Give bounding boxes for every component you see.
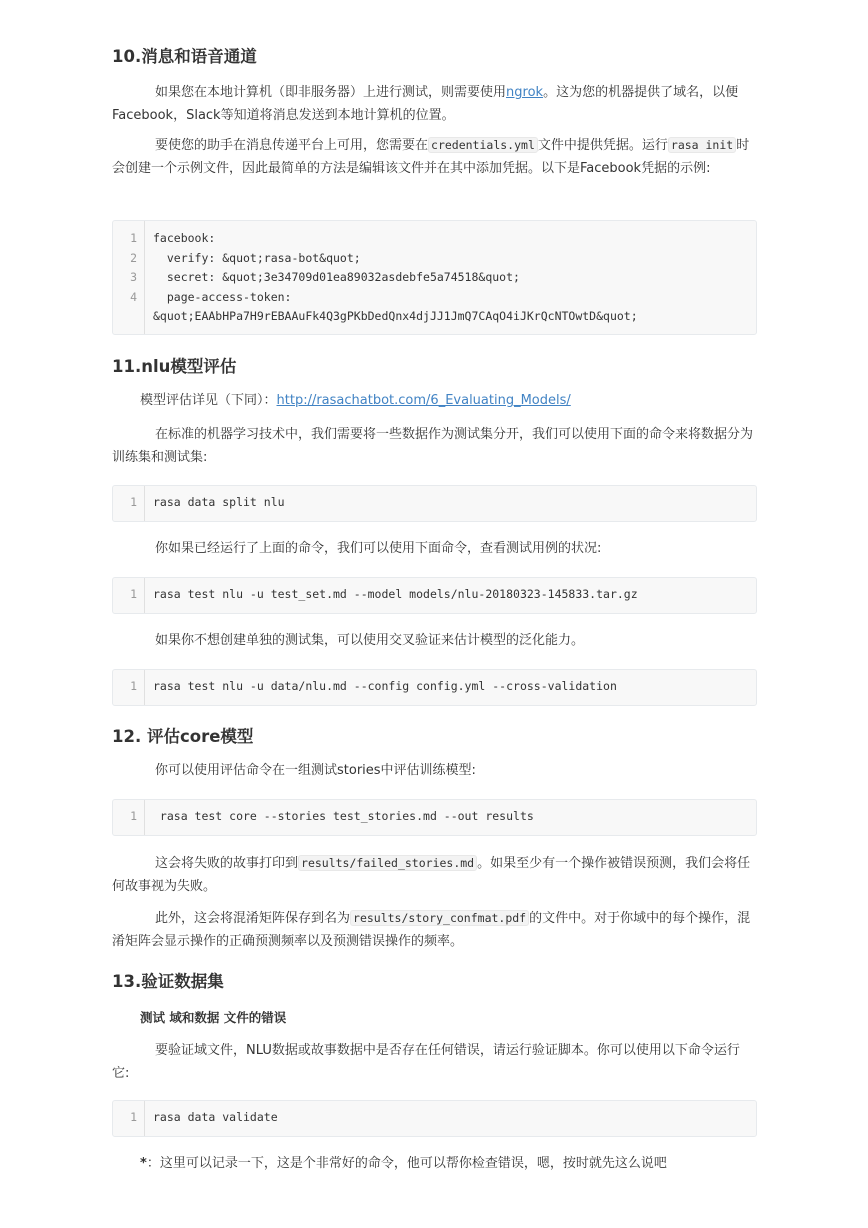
code-text: rasa test nlu -u data/nlu.md --config config.yml --cross-validation	[153, 679, 617, 693]
line-number: 1	[130, 495, 137, 509]
section-10-heading: 10.消息和语音通道	[112, 47, 257, 66]
line-number: 1	[130, 231, 137, 245]
text-span: 这会将失败的故事打印到	[155, 856, 299, 871]
inline-code-rasa-init: rasa init	[668, 137, 736, 153]
section-11-paragraph-4: 如果你不想创建单独的测试集，可以使用交叉验证来估计模型的泛化能力。	[155, 633, 585, 648]
section-11-paragraph-3: 你如果已经运行了上面的命令，我们可以使用下面命令，查看测试用例的状况:	[155, 541, 602, 556]
code-block-facebook-credentials	[112, 220, 757, 335]
text-span: 此外，这会将混淆矩阵保存到名为	[155, 911, 351, 926]
code-line	[113, 493, 756, 513]
line-number: 1	[130, 587, 137, 601]
code-text: secret: &quot;3e34709d01ea89032asdebfe5a74518&quot;	[153, 270, 520, 284]
code-line	[113, 807, 756, 827]
code-text: rasa test core --stories test_stories.md --out results	[153, 809, 534, 823]
code-text: page-access-token:	[153, 289, 292, 304]
inline-code-credentials: credentials.yml	[428, 137, 538, 153]
code-text: rasa data validate	[153, 1110, 278, 1124]
code-block-validate	[112, 1100, 757, 1137]
text-span: 。如果至少有一个操作被错误预测，我们会将任何故事视为失败。	[112, 856, 751, 894]
code-text: verify: &quot;rasa-bot&quot;	[153, 250, 361, 265]
section-13-subheading: 测试 域和数据 文件的错误	[140, 1010, 287, 1025]
code-block-split-nlu	[112, 485, 757, 522]
code-text: rasa test nlu -u test_set.md --model models/nlu-20180323-145833.tar.gz	[153, 587, 638, 601]
code-line	[113, 268, 756, 288]
code-line	[113, 1108, 756, 1128]
text-span: 如果您在本地计算机（即非服务器）上进行测试，则需要使用	[155, 85, 507, 100]
code-line	[113, 677, 756, 697]
code-block-test-nlu	[112, 577, 757, 614]
section-11-heading: 11.nlu模型评估	[112, 357, 237, 376]
line-number: 3	[130, 270, 137, 284]
section-12-heading: 12. 评估core模型	[112, 727, 254, 746]
evaluating-models-link[interactable]: http://rasachatbot.com/6_Evaluating_Models/	[276, 393, 571, 408]
code-line	[113, 288, 756, 308]
code-line	[113, 249, 756, 269]
section-10-paragraph-2	[112, 134, 757, 180]
code-line	[113, 229, 756, 249]
code-line	[113, 585, 756, 605]
section-13-heading: 13.验证数据集	[112, 972, 224, 991]
note-text: ：这里可以记录一下，这是个非常好的命令，他可以帮你检查错误，嗯，按时就先这么说吧	[146, 1156, 667, 1171]
line-number: 1	[130, 679, 137, 693]
text-span: 模型评估详见（下同）：	[140, 393, 277, 408]
section-12-paragraph-1: 你可以使用评估命令在一组测试stories中评估训练模型:	[155, 763, 476, 778]
inline-code-failed-stories: results/failed_stories.md	[298, 855, 477, 871]
section-13-paragraph-1: 要验证域文件，NLU数据或故事数据中是否存在任何错误，请运行验证脚本。你可以使用以下命令运行它:	[112, 1043, 740, 1081]
code-block-test-core	[112, 799, 757, 836]
code-text: facebook:	[153, 231, 216, 245]
line-number: 1	[130, 1110, 137, 1124]
text-span: 的文件中。对于你域中的每个操作，混淆矩阵会显示操作的正确预测频率以及预测错误操作的频率。	[112, 911, 751, 949]
section-12-paragraph-2	[112, 852, 757, 898]
code-block-cross-validation	[112, 669, 757, 706]
code-text: &quot;EAAbHPa7H9rEBAAuFk4Q3gPKbDedQnx4djJJ1JmQ7CAqO4iJKrQcNTOwtD&quot;	[153, 309, 638, 323]
text-span: 。这为您的机器提供了域名，以便Facebook，Slack等知道将消息发送到本地计算机的位置。	[112, 85, 739, 123]
inline-code-story-confmat: results/story_confmat.pdf	[350, 910, 529, 926]
line-number: 4	[130, 289, 137, 304]
note-star: *	[140, 1156, 147, 1171]
section-10-paragraph-1	[112, 81, 757, 127]
ngrok-link[interactable]: ngrok	[506, 85, 544, 100]
line-number: 1	[130, 809, 137, 823]
text-span: 要使您的助手在消息传递平台上可用，您需要在	[155, 138, 429, 153]
text-span: 文件中提供凭据。运行	[537, 138, 668, 153]
line-number: 2	[130, 250, 137, 265]
text-span: 时会创建一个示例文件，因此最简单的方法是编辑该文件并在其中添加凭据。以下是Facebook凭据的示例:	[112, 138, 750, 176]
section-11-paragraph-2: 在标准的机器学习技术中，我们需要将一些数据作为测试集分开，我们可以使用下面的命令来将数据分为训练集和测试集:	[112, 427, 754, 465]
code-line	[113, 307, 756, 327]
section-12-paragraph-3	[112, 907, 757, 953]
code-text: rasa data split nlu	[153, 495, 285, 509]
section-11-paragraph-1	[140, 389, 757, 412]
section-13-note	[140, 1152, 757, 1175]
